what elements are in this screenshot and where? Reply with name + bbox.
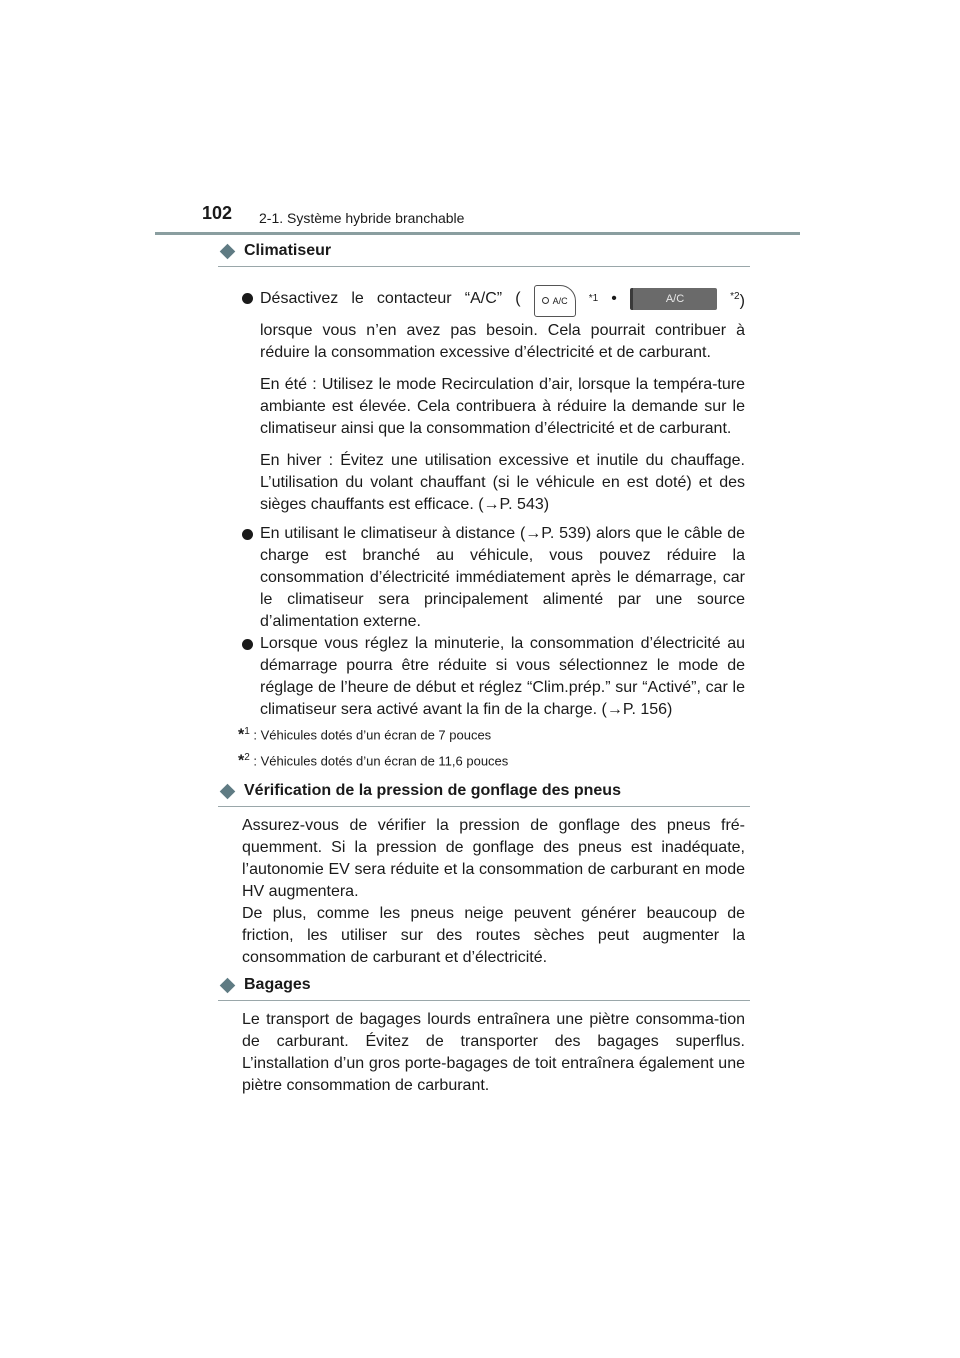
first-line <box>260 288 745 310</box>
diamond-bullet-icon <box>220 977 236 993</box>
word: Désactivez <box>260 290 339 307</box>
footnote-star: * <box>238 726 245 744</box>
bullet-dot-icon <box>242 639 253 650</box>
section-title-text: Vérification de la pression de gonflage des pneus <box>244 782 621 799</box>
section-title-text: Bagages <box>244 976 311 993</box>
footnote-star: * <box>238 752 245 770</box>
section-rule <box>218 1000 750 1001</box>
bullet-text-continuation: lorsque vous n’en avez pas besoin. Cela pourrait contribuer à réduire la consommation excessive d’électricité et de carburant. <box>260 322 745 361</box>
section-rule <box>218 266 750 267</box>
bullet-text-3: Lorsque vous réglez la minuterie, la consommation d’électricité au démarrage pourra être réduite si vous sélectionnez le mode de réglage de l’heure de début et réglez “Clim.prép.” sur “Activé”, car le climatiseur sera activé avant la fin de la charge. (→P. 156) <box>260 635 745 718</box>
ac-button-wide-icon: A/C <box>630 288 717 310</box>
indicator-ring-icon <box>542 297 549 304</box>
footnote-text: : Véhicules dotés d’un écran de 11,6 pouces <box>249 753 509 769</box>
diamond-bullet-icon <box>220 783 236 799</box>
diamond-bullet-icon <box>220 243 236 259</box>
header-rule <box>155 232 800 235</box>
bullet-dot-icon <box>242 293 253 304</box>
footnote-number: 1 <box>244 726 250 737</box>
footnote-text: : Véhicules dotés d’un écran de 7 pouces <box>249 727 492 743</box>
chapter-title: 2-1. Système hybride branchable <box>259 210 465 226</box>
footnote-2 <box>238 752 508 770</box>
bullet-dot-icon <box>242 529 253 540</box>
word: “A/C” <box>464 290 503 307</box>
footnote-marker: *2 <box>730 290 740 302</box>
page-number: 102 <box>202 203 233 223</box>
section-title-climatiseur <box>218 242 331 260</box>
ac-button-label: A/C <box>552 296 568 306</box>
tire-paragraph-2: De plus, comme les pneus neige peuvent générer beaucoup de friction, les utiliser sur des routes sèches peut augmenter la consommation de carburant et d’électricité. <box>242 905 745 966</box>
section-title-pression-pneus <box>218 782 621 800</box>
winter-paragraph: En hiver : Évitez une utilisation excessive et inutile du chauffage. L’utilisation du volant chauffant (si le véhicule en est doté) et des sièges chauffants est efficace. (→P. 543) <box>260 452 745 513</box>
word: contacteur <box>376 290 452 307</box>
bullet-text-2: En utilisant le climatiseur à distance (→P. 539) alors que le câble de charge est branché au véhicule, vous pouvez réduire la consommation d’électricité immédiatement après le démarrage, car le climatiseur sera principalement alimenté par une source d’alimentation externe. <box>260 525 745 630</box>
footnote-1 <box>238 726 491 744</box>
separator: • <box>611 290 617 307</box>
footnote-marker: *1 <box>588 293 599 304</box>
word: ( <box>515 290 521 307</box>
bullet-text-1 <box>260 288 745 516</box>
summer-paragraph: En été : Utilisez le mode Recirculation d’air, lorsque la tempéra-ture ambiante est élevée. Cela contribuera à réduire la demande sur le climatiseur ainsi que la consommation d’électricité et de carburant. <box>260 376 745 437</box>
word: le <box>351 290 364 307</box>
baggage-paragraph: Le transport de bagages lourds entraînera une piètre consomma-tion de carburant. Évitez de transporter des bagages superflus. L’installation d’un gros porte-bagages de toit entraînera également une piètre consommation de carburant. <box>242 1011 745 1094</box>
section-rule <box>218 806 750 807</box>
section-title-bagages <box>218 976 311 994</box>
paren: ) <box>739 292 745 310</box>
ac-button-small-icon <box>534 285 576 317</box>
section-title-text: Climatiseur <box>244 242 332 259</box>
footnote-number: 2 <box>244 752 250 763</box>
tire-paragraph-1: Assurez-vous de vérifier la pression de gonflage des pneus fré-quemment. Si la pression de gonflage des pneus est inadéquate, l’autonomie EV sera réduite et la consommation de carburant en mode HV augmentera. <box>242 817 745 900</box>
